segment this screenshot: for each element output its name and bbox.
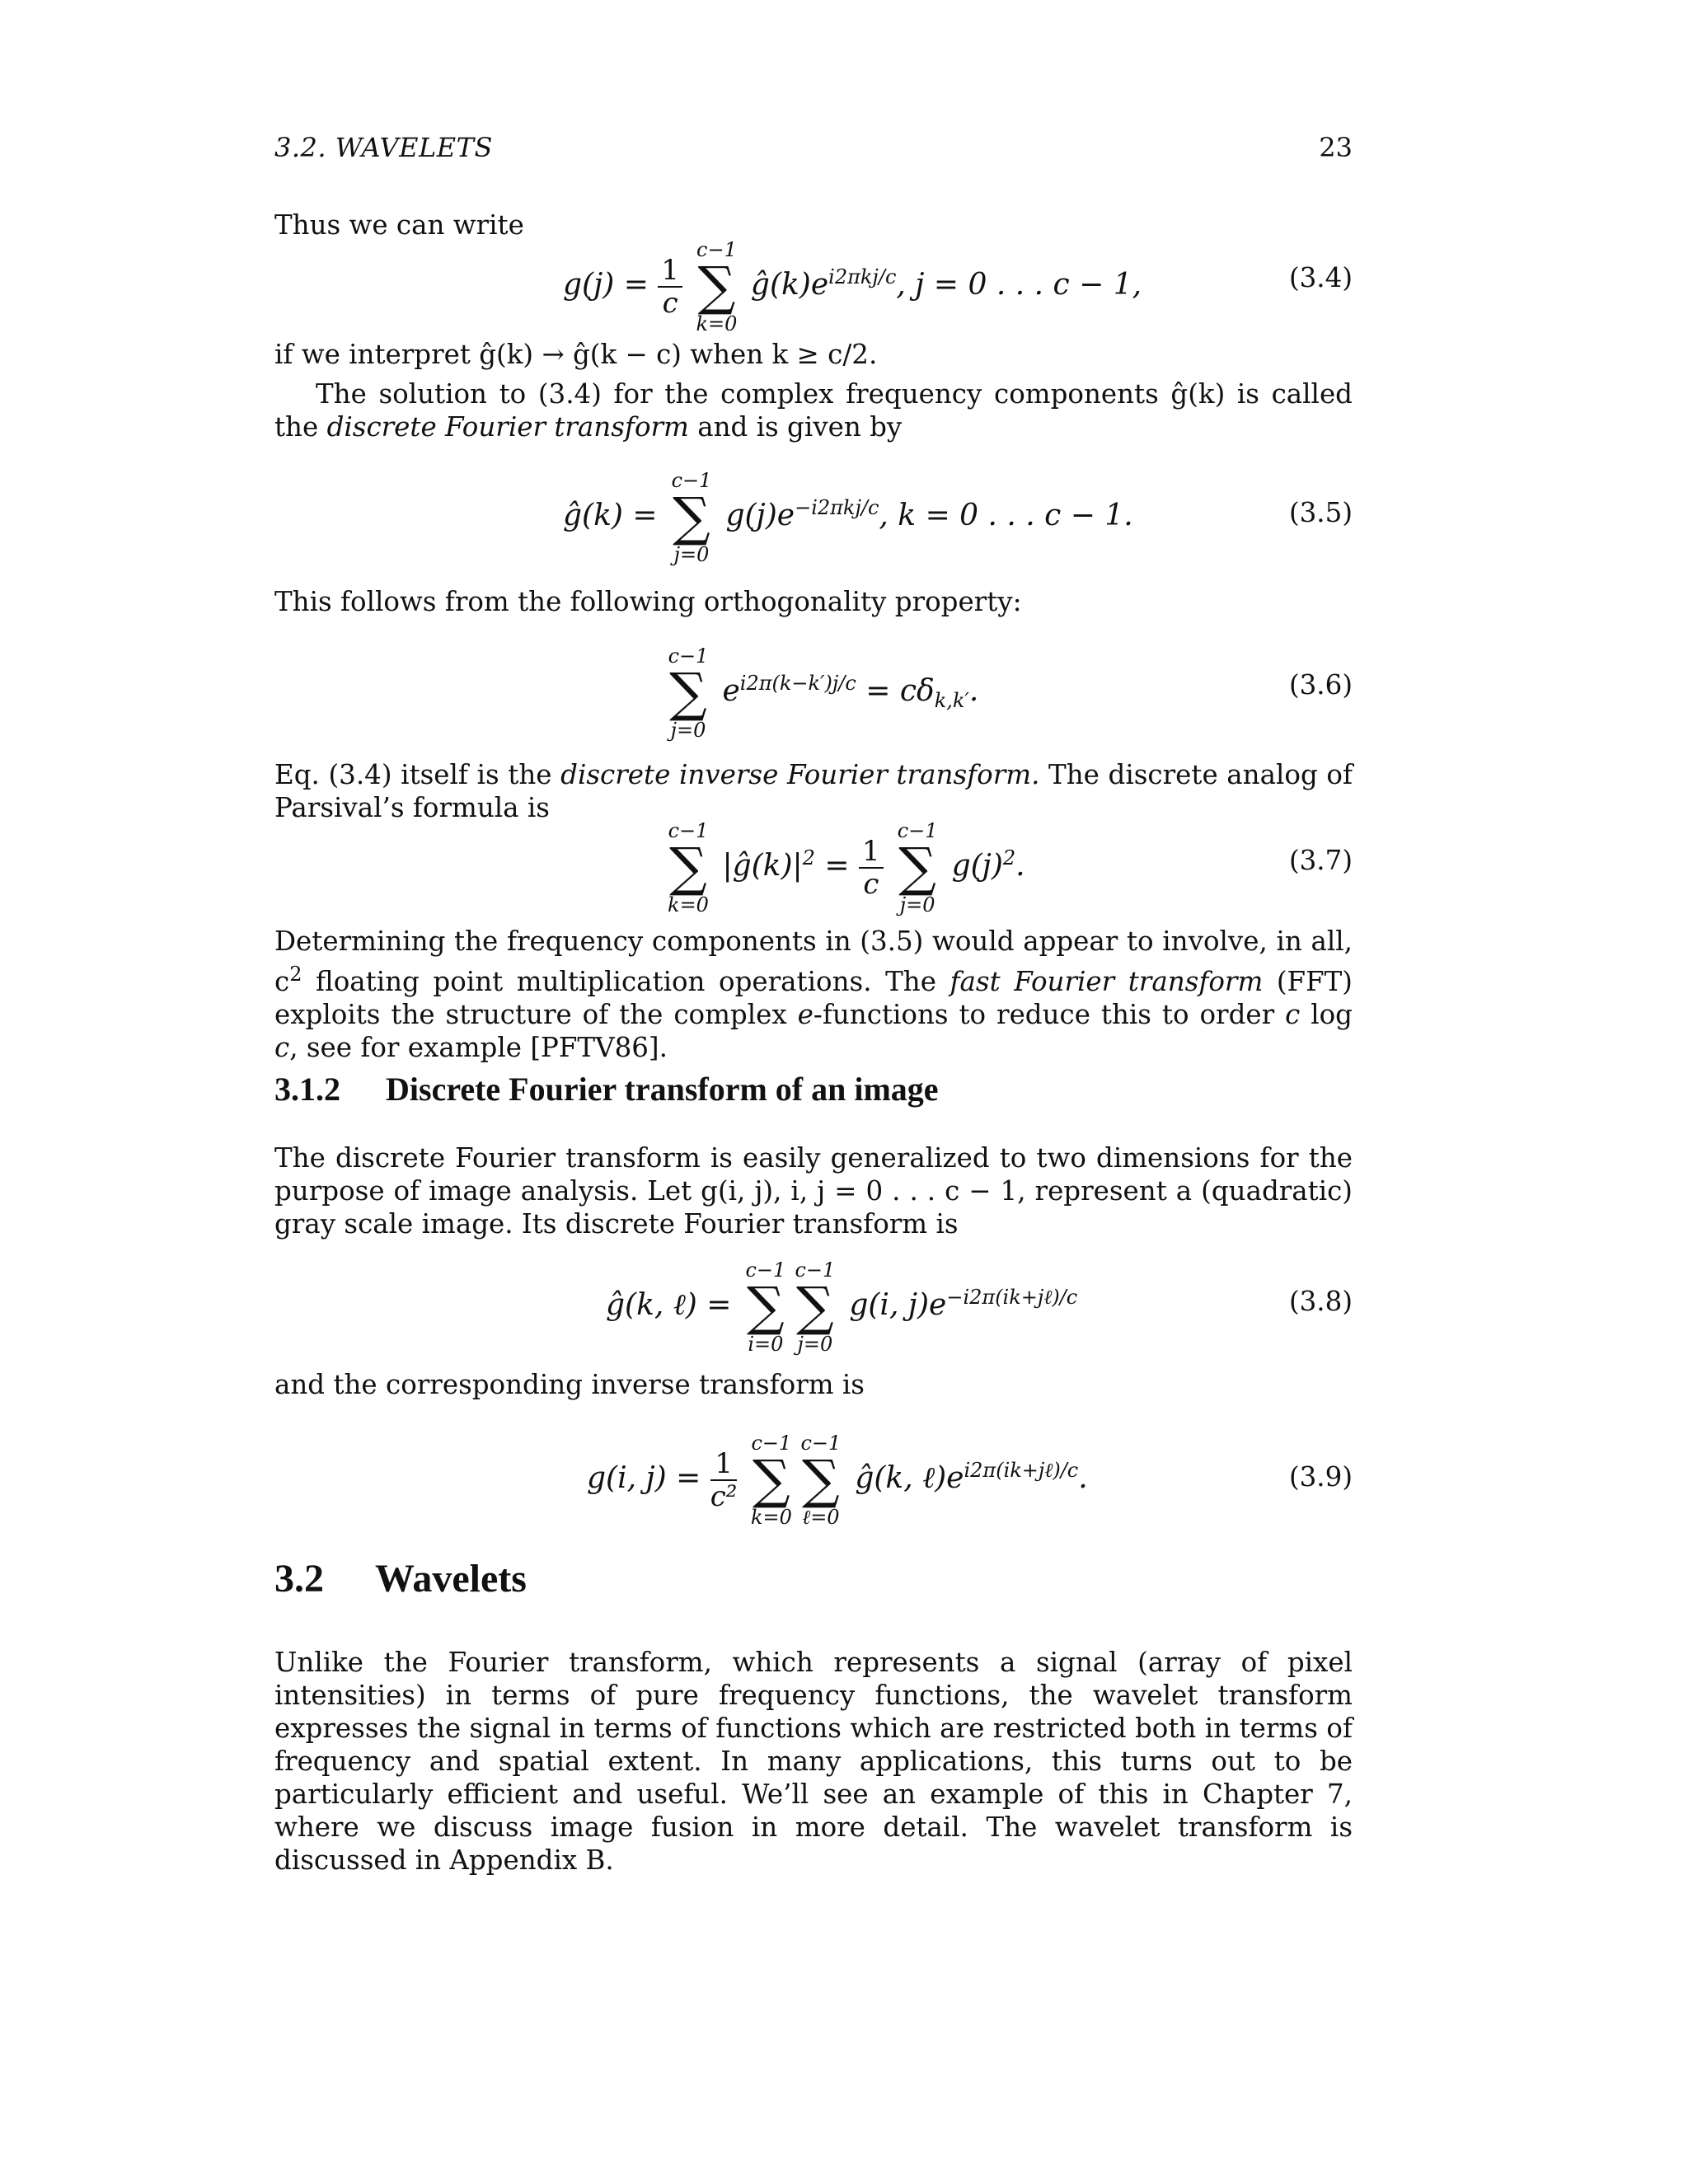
paragraph-orthogonality: This follows from the following orthogonality property: xyxy=(274,586,1022,617)
equation-3-7 xyxy=(663,820,1025,916)
text-run: -functions to reduce this to order xyxy=(813,998,1286,1030)
frac-numerator: 1 xyxy=(710,1448,738,1481)
superscript: 2 xyxy=(289,963,302,986)
sum-symbol xyxy=(663,645,713,741)
sum-lower: j=0 xyxy=(899,893,935,916)
sum-upper: c−1 xyxy=(671,469,712,492)
eq-exponent: −i2πkj/c xyxy=(795,496,879,519)
heading-title: Discrete Fourier transform of an image xyxy=(386,1071,939,1108)
eq-tail: , j = 0 . . . c − 1, xyxy=(896,268,1142,302)
heading-number: 3.2 xyxy=(274,1557,324,1601)
sum-upper: c−1 xyxy=(795,1258,836,1282)
sum-symbol xyxy=(796,1432,846,1528)
page-number: 23 xyxy=(1319,132,1353,163)
eq-lhs: ĝ(k) = xyxy=(563,499,658,532)
section-heading xyxy=(274,1556,527,1601)
text-run: The solution to (3.4) for the complex frequency components ĝ(k) is called the xyxy=(274,378,1353,443)
text-run: floating point multiplication operations. The xyxy=(302,965,950,997)
running-head: 3.2. WAVELETS xyxy=(274,132,493,163)
text-run: (FFT) exploits the structure of the complex xyxy=(274,965,1353,1030)
sum-symbol xyxy=(747,1432,796,1528)
eq-tail: . xyxy=(1015,849,1025,883)
equation-number: (3.9) xyxy=(1288,1461,1353,1493)
sigma-glyph: ∑ xyxy=(673,487,710,548)
paragraph-inverse-intro: and the corresponding inverse transform is xyxy=(274,1369,865,1400)
emphasis: c xyxy=(274,1031,290,1063)
eq-fraction xyxy=(859,836,884,900)
sum-lower: i=0 xyxy=(748,1333,784,1356)
eq-subscript: k,k′ xyxy=(934,689,969,713)
eq-tail: . xyxy=(1078,1461,1088,1495)
paragraph-fft xyxy=(274,925,1353,1064)
eq-body: g(j)e xyxy=(725,499,795,532)
eq-exponent: 2 xyxy=(802,846,815,869)
frac-denominator: c xyxy=(662,287,678,320)
equation-number: (3.7) xyxy=(1288,845,1353,876)
eq-exponent: i2π(ik+jℓ)/c xyxy=(964,1459,1079,1482)
sigma-glyph: ∑ xyxy=(796,1277,834,1338)
sum-upper: c−1 xyxy=(668,819,709,842)
sum-lower: k=0 xyxy=(750,1506,792,1529)
sum-upper: c−1 xyxy=(668,644,709,668)
eq-body: g(j) xyxy=(951,849,1003,883)
sigma-glyph: ∑ xyxy=(669,837,707,898)
text-run: Eq. (3.4) itself is the xyxy=(274,759,561,790)
equation-number: (3.8) xyxy=(1288,1286,1353,1317)
equation-3-5 xyxy=(563,470,1133,565)
equation-number: (3.5) xyxy=(1288,497,1353,528)
equation-number: (3.4) xyxy=(1288,262,1353,293)
sum-lower: j=0 xyxy=(670,719,706,742)
equation-3-8 xyxy=(606,1259,1077,1355)
eq-lhs: ĝ(k, ℓ) = xyxy=(606,1288,732,1322)
sum-upper: c−1 xyxy=(696,238,737,261)
emphasis: e xyxy=(797,998,814,1030)
sum-upper: c−1 xyxy=(751,1432,792,1455)
eq-lhs: g(j) = xyxy=(563,268,649,302)
eq-tail: , k = 0 . . . c − 1. xyxy=(879,499,1133,532)
sum-symbol xyxy=(692,239,741,335)
sum-lower: k=0 xyxy=(696,312,738,335)
sigma-glyph: ∑ xyxy=(747,1277,785,1338)
sum-symbol xyxy=(790,1259,840,1355)
eq-exponent: i2πkj/c xyxy=(828,265,897,288)
eq-rhs: = cδ xyxy=(856,674,935,708)
subsection-heading xyxy=(274,1070,939,1108)
text-run: Determining the frequency components in (3.5) would appear to involve, in all, c xyxy=(274,926,1353,997)
paragraph-solution xyxy=(274,377,1353,443)
sigma-glyph: ∑ xyxy=(753,1450,790,1511)
eq-body: ĝ(k)e xyxy=(750,268,829,302)
sum-upper: c−1 xyxy=(745,1258,786,1282)
text-run: The discrete analog of Parsival’s formula is xyxy=(274,759,1353,823)
sum-upper: c−1 xyxy=(897,819,938,842)
sum-symbol xyxy=(893,820,942,916)
sigma-glyph: ∑ xyxy=(669,663,707,724)
eq-exponent: i2π(k−k′)j/c xyxy=(739,672,856,695)
sum-lower: k=0 xyxy=(668,893,709,916)
emphasis: discrete inverse Fourier transform. xyxy=(560,759,1040,790)
sum-lower: ℓ=0 xyxy=(802,1506,840,1529)
eq-equals: = xyxy=(814,849,860,883)
eq-body: |ĝ(k)| xyxy=(722,849,803,883)
eq-fraction xyxy=(658,255,682,319)
equation-number: (3.6) xyxy=(1288,669,1353,701)
frac-denominator: c xyxy=(863,868,879,901)
eq-exponent: 2 xyxy=(1002,846,1016,869)
sigma-glyph: ∑ xyxy=(697,256,736,317)
sum-lower: j=0 xyxy=(673,543,710,566)
emphasis: c xyxy=(1285,998,1301,1030)
text-run: and is given by xyxy=(688,411,903,443)
heading-title: Wavelets xyxy=(375,1557,527,1601)
eq-body: ĝ(k, ℓ)e xyxy=(855,1461,964,1495)
sigma-glyph: ∑ xyxy=(898,837,936,898)
eq-body: e xyxy=(722,674,740,708)
sum-symbol xyxy=(667,470,716,565)
emphasis: discrete Fourier transform xyxy=(326,411,689,443)
heading-number: 3.1.2 xyxy=(274,1071,340,1108)
equation-3-6 xyxy=(663,645,978,741)
eq-exponent: −i2π(ik+jℓ)/c xyxy=(946,1286,1078,1309)
equation-3-4 xyxy=(563,239,1142,335)
sum-upper: c−1 xyxy=(800,1432,842,1455)
paragraph-intro: Thus we can write xyxy=(274,209,524,241)
frac-numerator: 1 xyxy=(658,255,682,288)
frac-numerator: 1 xyxy=(859,836,884,869)
paragraph-wavelets: Unlike the Fourier transform, which represents a signal (array of pixel intensities) in terms of pure frequency functions, the wavelet transform expresses the signal in terms of functions which are restricted both in terms of frequency and spatial extent. In many applications, this turns out to be particularly efficient and useful. We’ll see an example of this in Chapter 7, where we discuss image fusion in more detail. The wavelet transform is discussed in Appendix B. xyxy=(274,1647,1353,1876)
paragraph-eq-inverse xyxy=(274,758,1353,824)
paragraph-2d-dft: The discrete Fourier transform is easily generalized to two dimensions for the purpose of image analysis. Let g(i, j), i, j = 0 . . . c − 1, represent a (quadratic) gray scale image. Its discrete Fourier transform is xyxy=(274,1142,1353,1240)
emphasis: fast Fourier transform xyxy=(950,965,1264,997)
sum-symbol xyxy=(663,820,713,916)
sum-symbol xyxy=(741,1259,790,1355)
sigma-glyph: ∑ xyxy=(802,1450,840,1511)
equation-3-9 xyxy=(587,1432,1088,1528)
frac-denominator: c² xyxy=(710,1480,738,1513)
text-run: , see for example [PFTV86]. xyxy=(289,1031,668,1063)
eq-fraction xyxy=(710,1448,738,1512)
text-run: log xyxy=(1300,998,1353,1030)
sum-lower: j=0 xyxy=(797,1333,833,1356)
eq-lhs: g(i, j) = xyxy=(587,1461,701,1495)
eq-body: g(i, j)e xyxy=(849,1288,947,1322)
paragraph-interpret: if we interpret ĝ(k) → ĝ(k − c) when k ≥ c/2. xyxy=(274,339,878,370)
eq-tail: . xyxy=(968,674,979,708)
